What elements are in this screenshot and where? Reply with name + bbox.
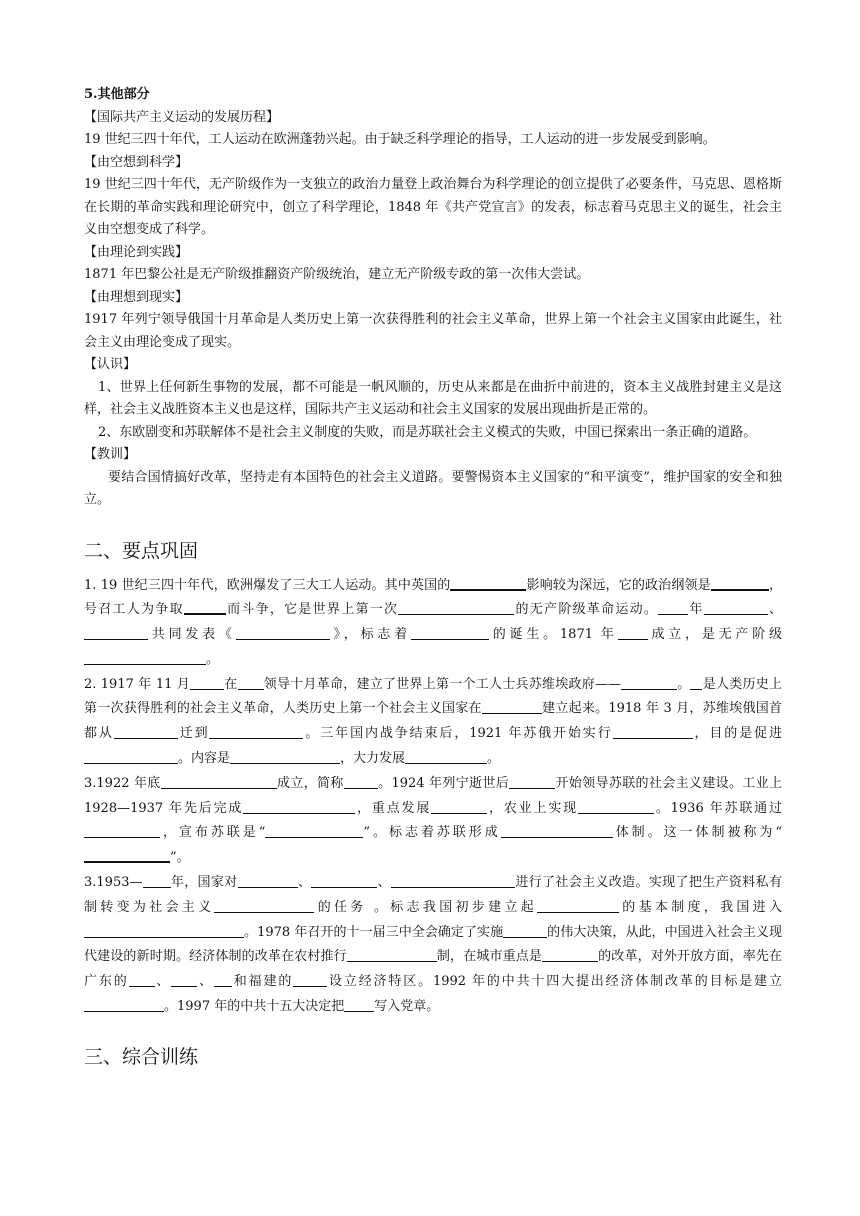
fill-blank[interactable] [243, 799, 355, 814]
fill-blank[interactable] [209, 724, 303, 739]
fill-blank[interactable] [84, 847, 170, 863]
fill-blank[interactable] [618, 625, 648, 640]
document-page [84, 84, 782, 1080]
fill-blank[interactable] [690, 675, 702, 690]
section-title: 5.其他部分 [84, 87, 150, 102]
fill-blank[interactable] [84, 997, 164, 1012]
fill-blank[interactable] [238, 675, 264, 690]
paragraph-movement: 19 世纪三四十年代，工人运动在欧洲蓬勃兴起。由于缺乏科学理论的指导，工人运动的进一步发展受到影响。 [84, 132, 716, 147]
heading-understanding: 【认识】 [84, 357, 137, 372]
review-questions [84, 574, 782, 1020]
fill-blank[interactable] [542, 947, 598, 962]
fill-blank[interactable] [391, 873, 515, 888]
fill-blank[interactable] [143, 873, 171, 888]
fill-blank[interactable] [658, 600, 688, 615]
fill-blank[interactable] [537, 898, 619, 913]
question-3: 3.1922 年底 成立，简称 。1924 年列宁逝世后 开始领导苏联的社会主义建设。工业上 1928—1937 年先后完成 ，重点发展 ，农业上实现 。1936 年苏联通过，宣布苏联是“ ”。标志着苏联形成 体制。这一体制被称为“”。 [84, 775, 782, 866]
fill-blank[interactable] [398, 600, 514, 615]
fill-blank[interactable] [236, 625, 330, 640]
fill-blank[interactable] [344, 997, 374, 1012]
fill-blank[interactable] [265, 823, 363, 838]
fill-blank[interactable] [509, 774, 555, 789]
fill-blank[interactable] [450, 575, 526, 591]
fill-blank[interactable] [578, 799, 654, 814]
paragraph-understanding-1: 1、世界上任何新生事物的发展，都不可能是一帆风顺的，历史从来都是在曲折中前进的，资本主义战胜封建主义是这样，社会主义战胜资本主义也是这样，国际共产主义运动和社会主义国家的发展出现曲折是正常的。 [84, 379, 782, 417]
fill-blank[interactable] [482, 699, 542, 714]
heading-science: 【由空想到科学】 [84, 154, 189, 170]
fill-blank[interactable] [214, 898, 314, 913]
fill-blank[interactable] [84, 823, 160, 838]
fill-blank[interactable] [171, 972, 197, 987]
fill-blank[interactable] [214, 972, 232, 987]
heading-lesson: 【教训】 [84, 447, 137, 462]
fill-blank[interactable] [238, 873, 298, 888]
paragraph-science: 19 世纪三四十年代，无产阶级作为一支独立的政治力量登上政治舞台为科学理论的创立提供了必要条件，马克思、恩格斯在长期的革命实践和理论研究中，创立了科学理论，1848 年《共产党宣言》的发表，标志着马克思主义的诞生，社会主义由空想变成了科学。 [84, 177, 782, 237]
heading-reality: 【由理想到现实】 [84, 289, 189, 305]
fill-blank[interactable] [621, 675, 677, 690]
fill-blank[interactable] [84, 650, 206, 665]
fill-blank[interactable] [613, 724, 693, 739]
fill-blank[interactable] [129, 972, 155, 987]
fill-blank[interactable] [344, 774, 378, 789]
paragraph-practice: 1871 年巴黎公社是无产阶级推翻资产阶级统治，建立无产阶级专政的第一次伟大尝试。 [84, 267, 590, 282]
fill-blank[interactable] [84, 625, 148, 640]
fill-blank[interactable] [230, 749, 340, 764]
fill-blank[interactable] [711, 575, 769, 591]
section-heading-training: 三、综合训练 [84, 1045, 199, 1068]
heading-practice: 【由理论到实践】 [84, 244, 189, 260]
fill-blank[interactable] [347, 947, 437, 962]
fill-blank[interactable] [190, 675, 224, 690]
question-1: 1. 19 世纪三四十年代，欧洲爆发了三大工人运动。其中英国的 影响较为深远，它的政治纲领是 ，号召工人为争取 而斗争，它是世界上第一次 的无产阶级革命运动。 年 、共同发表《 》，标志着 的诞生。1871 年 成立，是无产阶级。 [84, 574, 782, 673]
section-heading-review: 二、要点巩固 [84, 539, 199, 562]
fill-blank[interactable] [114, 724, 178, 739]
fill-blank[interactable] [184, 599, 226, 615]
heading-movement: 【国际共产主义运动的发展历程】 [84, 109, 280, 125]
fill-blank[interactable] [411, 625, 489, 640]
fill-blank[interactable] [431, 799, 487, 814]
fill-blank[interactable] [84, 923, 244, 938]
fill-blank[interactable] [84, 749, 178, 764]
question-2: 2. 1917 年 11 月 在 领导十月革命，建立了世界上第一个工人士兵苏维埃政府—— 。 是人类历史上第一次获得胜利的社会主义革命，人类历史上第一个社会主义国家在 建立起来。1918 年 3 月，苏维埃俄国首都从 迁到 。三年国内战争结束后，1921 年苏俄开始实行 ，目的是促进。内容是 ，大力发展 。 [84, 676, 782, 767]
fill-blank[interactable] [405, 749, 487, 764]
fill-blank[interactable] [161, 774, 277, 789]
question-4: 3.1953— 年，国家对 、 、 进行了社会主义改造。实现了把生产资料私有制转变为社会主义 的任务 。标志我国初步建立起 的基本制度，我国进入。1978 年召开的十一届三中全会确定了实施 的伟大决策，从此，中国进入社会主义现代建设的新时期。经济体制的改革在农村推行 制，在城市重点是 的改革，对外开放方面，率先在广东的 、 、 和福建的 设立经济特区。1992 年的中共十四大提出经济体制改革的目标是建立。1997 年的中共十五大决定把 写入党章。 [84, 875, 782, 1015]
fill-blank[interactable] [704, 600, 768, 615]
paragraph-lesson: 要结合国情搞好改革，坚持走有本国特色的社会主义道路。要警惕资本主义国家的“和平演变”，维护国家的安全和独立。 [84, 469, 782, 507]
fill-blank[interactable] [501, 823, 613, 838]
paragraph-understanding-2: 2、东欧剧变和苏联解体不是社会主义制度的失败，而是苏联社会主义模式的失败，中国已探索出一条正确的道路。 [98, 424, 757, 440]
fill-blank[interactable] [293, 972, 327, 987]
fill-blank[interactable] [503, 923, 547, 938]
fill-blank[interactable] [311, 873, 377, 888]
paragraph-reality: 1917 年列宁领导俄国十月革命是人类历史上第一次获得胜利的社会主义革命，世界上第一个社会主义国家由此诞生，社会主义由理论变成了现实。 [84, 312, 782, 350]
